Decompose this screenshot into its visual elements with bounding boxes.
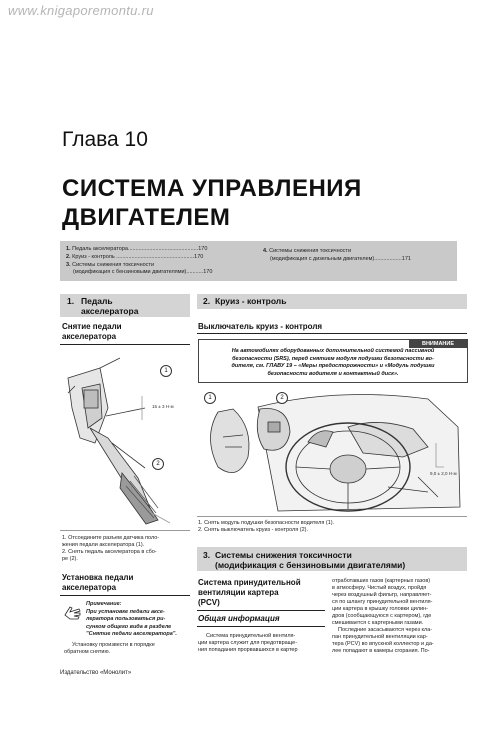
publisher-footer: Издательство «Монолит» bbox=[60, 670, 132, 676]
subheading-installation: Установка педали акселератора bbox=[62, 573, 134, 592]
toc-item[interactable]: 1. Педаль акселератора..............................................170 bbox=[66, 246, 208, 252]
note: Примечание: При установке педали аксе- лератора пользоваться ри- сунком общего вида в разделе "Снятие педали акселератора". bbox=[86, 601, 177, 637]
subheading-pcv: Система принудительной вентиляции картера (PCV) bbox=[198, 578, 301, 607]
hand-icon bbox=[62, 601, 84, 623]
table-of-contents bbox=[60, 241, 457, 281]
torque-spec: 9,0 ± 2,0 Н·м bbox=[430, 471, 457, 476]
torque-spec: 15 ± 3 Н·м bbox=[152, 404, 174, 409]
toc-item[interactable]: (модификация с дизельным двигателем)..................171 bbox=[270, 256, 411, 262]
section-2-header bbox=[197, 294, 467, 309]
divider bbox=[60, 344, 190, 345]
toc-item[interactable]: 4. Системы снижения токсичности bbox=[263, 248, 352, 254]
warning-box bbox=[198, 339, 468, 383]
chapter-label: Глава 10 bbox=[62, 128, 148, 151]
title-line-1: СИСТЕМА УПРАВЛЕНИЯ bbox=[62, 175, 362, 202]
section-3-header bbox=[197, 547, 467, 571]
subheading-removal: Снятие педали акселератора bbox=[62, 322, 122, 341]
steering-figure bbox=[198, 387, 466, 515]
pcv-text-column-a: Система принудительной вентиля- ции картера служит для предотвраще- ния попадания прорвавшихся в картер bbox=[198, 633, 298, 653]
steering-illustration bbox=[198, 387, 466, 515]
divider bbox=[60, 595, 190, 596]
site-url[interactable]: www.knigaporemontu.ru bbox=[8, 3, 154, 18]
divider bbox=[197, 333, 467, 334]
pcv-text-column-b: отработавших газов (картерных газов) в атмосферу. Чистый воздух, пройдя через воздушный фильтр, направляет- ся по шлангу принудительной вентиля- ции картера в крышку головки цилин- дров (сообщающуюся с картером), где смешивается с картерными газами. Последние засасываются через кла- пан принудительной вентиляции кар- тера (PCV) во впускной коллектор и да- лее попадают в камеры сгорания. По- bbox=[332, 578, 434, 654]
section-title: Системы снижения токсичности (модификация с бензиновыми двигателями) bbox=[215, 550, 406, 570]
cruise-removal-steps: 1. Снять модуль подушки безопасности водителя (1). 2. Снять выключатель круиз - контроля (2). bbox=[198, 520, 335, 533]
pedal-figure bbox=[60, 348, 190, 528]
removal-steps: 1. Отсоедините разъем датчика поло- жения педали акселератора (1). 2. Снять педаль акселератора в сбо- ре (2). bbox=[62, 535, 160, 562]
callout-1: 1 bbox=[204, 392, 216, 404]
warning-text: На автомобилях оборудованных дополнительной системой пассивной безопасности (SRS), перед снятием модуля подушки безопасности во- дителя, см. ГЛАВУ 19 – «Меры предосторожности» и «Модуль подушки безопасности водителя и контактный диск». bbox=[231, 348, 435, 377]
subheading-general-info: Общая информация bbox=[198, 614, 280, 623]
toc-item[interactable]: 3. Системы снижения токсичности bbox=[66, 262, 155, 268]
section-number: 1. bbox=[67, 296, 75, 306]
callout-2: 2 bbox=[152, 458, 164, 470]
title-line-2: ДВИГАТЕЛЕМ bbox=[62, 204, 231, 231]
warning-label: ВНИМАНИЕ bbox=[409, 340, 467, 348]
divider bbox=[197, 626, 325, 627]
divider bbox=[60, 530, 190, 531]
page-title bbox=[62, 174, 362, 232]
section-title: Педаль акселератора bbox=[81, 296, 139, 316]
divider bbox=[197, 610, 325, 611]
subheading-cruise-switch: Выключатель круиз - контроля bbox=[198, 322, 323, 331]
pedal-illustration bbox=[60, 348, 190, 528]
divider bbox=[197, 516, 467, 517]
section-title: Круиз - контроль bbox=[215, 296, 287, 306]
section-number: 3. bbox=[203, 550, 211, 560]
callout-1: 1 bbox=[160, 365, 172, 377]
toc-item[interactable]: 2. Круиз - контроль ...................................................170 bbox=[66, 254, 204, 260]
reverse-order-text: Установку произвести в порядке обратном снятию. bbox=[64, 642, 155, 655]
toc-item[interactable]: (модификация с бензиновыми двигателями)...........170 bbox=[73, 269, 213, 275]
section-number: 2. bbox=[203, 296, 211, 306]
callout-2: 2 bbox=[276, 392, 288, 404]
section-1-header bbox=[60, 294, 190, 317]
